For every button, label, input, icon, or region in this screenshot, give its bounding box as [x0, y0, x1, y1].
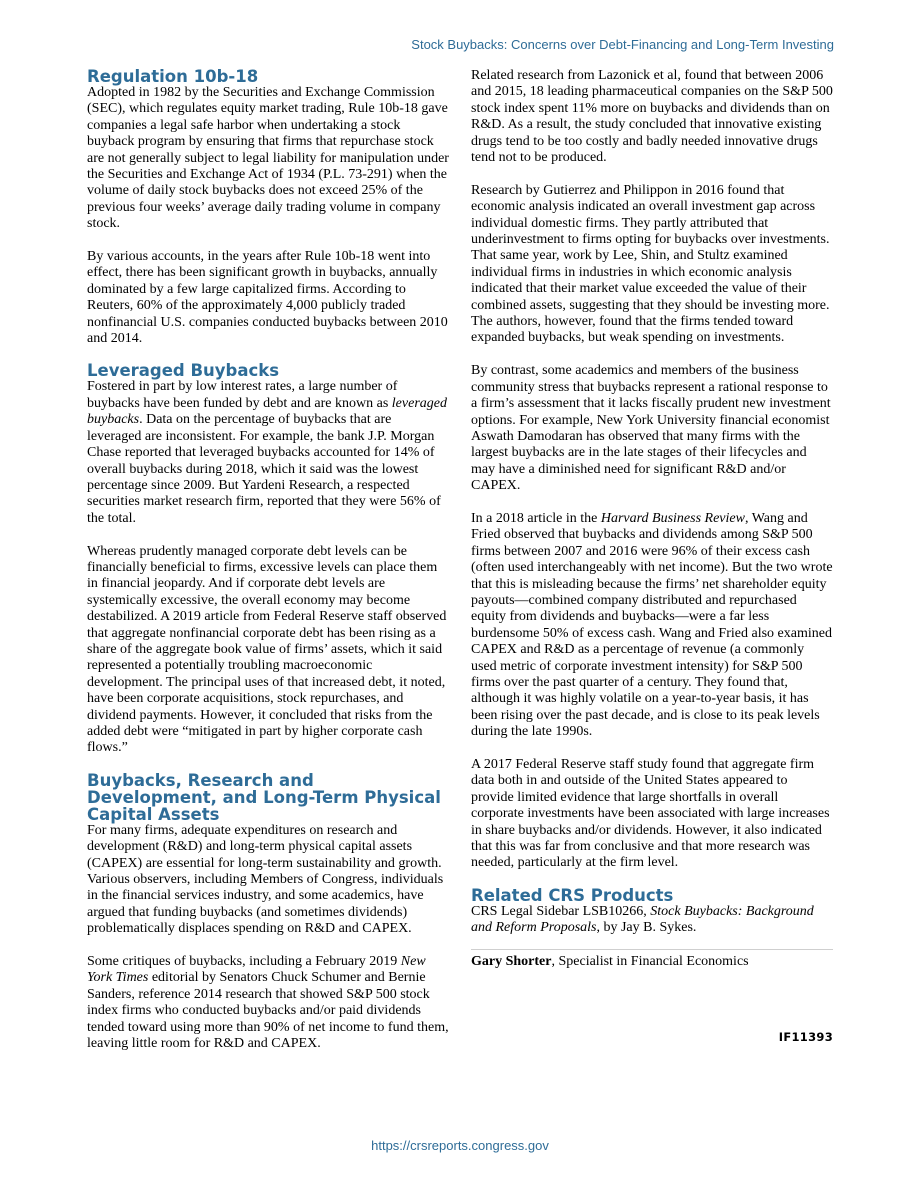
divider	[471, 949, 833, 950]
author-title: , Specialist in Financial Economics	[551, 953, 749, 969]
paragraph: Adopted in 1982 by the Securities and Exchange Commission (SEC), which regulates equity market trading, Rule 10b-18 gave companies a legal safe harbor when undertaking a stock buyback program by ensuring that firms that repurchase stock are not generally subject to legal liability for manipulation under the Securities and Exchange Act of 1934 (P.L. 73-291) when the volume of daily stock buybacks does not exceed 25% of the previous four weeks’ average daily trading volume in company stock.	[87, 85, 449, 232]
left-column	[87, 68, 449, 1052]
italic-term: leveraged buybacks	[87, 395, 447, 428]
section-heading-leveraged: Leveraged Buybacks	[87, 361, 280, 381]
paragraph: Some critiques of buybacks, including a February 2019 New York Times editorial by Senators Chuck Schumer and Bernie Sanders, reference 2014 research that showed S&P 500 stock index firms who conducted buybacks and/or paid dividends tended toward using more than 90% of net income to fund them, leaving little room for R&D and CAPEX.	[87, 954, 449, 1052]
section-heading-regulation: Regulation 10b-18	[87, 67, 259, 86]
italic-publication: New York Times	[87, 954, 426, 986]
italic-publication: Harvard Business Review	[600, 510, 745, 526]
paragraph: A 2017 Federal Reserve staff study found that aggregate firm data both in and outside of the United States appeared to provide limited evidence that large shortfalls in overall corporate investments have been associated with large increases in share buybacks and/or dividends. However, it also indicated that this was far from conclusive and that more research was needed, particularly at the firm level.	[471, 757, 830, 871]
right-column	[471, 68, 833, 970]
paragraph: Fostered in part by low interest rates, a large number of buybacks have been funded by debt and are known as leveraged buybacks. Data on the percentage of buybacks that are leveraged are inconsistent. For example, the bank J.P. Morgan Chase reported that leveraged buybacks accounted for 14% of overall buybacks during 2018, which it said was the lowest percentage since 2009. But Yardeni Research, a respected securities market research firm, reported that they were 56% of the total.	[87, 379, 447, 526]
related-product-entry: CRS Legal Sidebar LSB10266, Stock Buybacks: Background and Reform Proposals, by Jay B. Sykes.	[471, 903, 814, 936]
paragraph: In a 2018 article in the Harvard Business Review, Wang and Fried observed that buybacks and dividends among S&P 500 firms between 2007 and 2016 were 96% of their excess cash (often used interchangeably with net income). But the two wrote that this is misleading because the firms’ net shareholder equity payouts—combined company distributed and repurchased equity from dividends and buybacks—were a far less burdensome 50% of excess cash. Wang and Fried also examined CAPEX and R&D as a percentage of revenue (a commonly used metric of corporate investment intensity) for S&P 500 firms over the past quarter of a century. They found that, although it was highly volatile on a year-to-year basis, it has been rising over the past decade, and is close to its peak levels during the late 1990s.	[471, 510, 833, 740]
footer-url[interactable]: https://crsreports.congress.gov	[371, 1138, 549, 1153]
paragraph: By various accounts, in the years after Rule 10b-18 went into effect, there has been significant growth in buybacks, annually dominated by a few large capitalized firms. According to Reuters, 60% of the approximately 4,000 publicly traded nonfinancial U.S. companies conducted buybacks between 2010 and 2014.	[87, 249, 448, 347]
paragraph: Whereas prudently managed corporate debt levels can be financially beneficial to firms, excessive levels can place them in financial jeopardy. And if corporate debt levels are systemically excessive, the overall economy may become destabilized. A 2019 article from Federal Reserve staff observed that aggregate nonfinancial corporate debt has been rising as a share of the aggregate book value of firms’ assets, which it said represented a potentially troubling macroeconomic development. The principal uses of that increased debt, it noted, have been corporate acquisitions, stock repurchases, and dividend payments. However, it concluded that risks from the added debt were “mitigated in part by higher corporate cash flows.”	[87, 543, 447, 756]
paragraph: Related research from Lazonick et al, found that between 2006 and 2015, 18 leading pharmaceutical companies on the S&P 500 stock index spent 11% more on buybacks and dividends than on R&D. As a result, the study concluded that innovative existing drugs tend to be too costly and badly needed innovative drugs tend not to be produced.	[471, 68, 833, 166]
section-heading-related-products: Related CRS Products	[471, 885, 674, 905]
paragraph: Research by Gutierrez and Philippon in 2016 found that economic analysis indicated an overall investment gap across individual domestic firms. They partly attributed that underinvestment to firms opting for buybacks over investments. That same year, work by Lee, Shin, and Stultz examined individual firms in industries in which economic analysis indicated that their market value exceeded the value of their combined assets, suggesting that they should be investing more. The authors, however, found that the firms tended toward expanded buybacks, but weak spending on investments.	[471, 182, 830, 346]
author-name: Gary Shorter	[471, 953, 552, 969]
author-line	[471, 954, 833, 970]
paragraph: For many firms, adequate expenditures on research and development (R&D) and long-term physical capital assets (CAPEX) are essential for long-term sustainability and growth. Various observers, including Members of Congress, individuals in the financial services industry, and some academics, have argued that funding buybacks (and sometimes dividends) problematically displaces spending on R&D and CAPEX.	[87, 822, 444, 937]
section-heading-research-development: Buybacks, Research and Development, and Long-Term Physical Capital Assets	[87, 770, 441, 824]
running-header: Stock Buybacks: Concerns over Debt-Financing and Long-Term Investing	[411, 37, 834, 52]
italic-title: Stock Buybacks: Background and Reform Proposals	[471, 903, 814, 936]
paragraph: By contrast, some academics and members of the business community stress that buybacks represent a rational response to a firm’s assessment that it lacks fiscally prudent new investment options. For example, New York University financial economist Aswath Damodaran has observed that many firms with the largest buybacks are in the late stages of their lifecycles and may have a diminished need for significant R&D and/or CAPEX.	[471, 363, 831, 494]
report-id: IF11393	[778, 1030, 833, 1044]
